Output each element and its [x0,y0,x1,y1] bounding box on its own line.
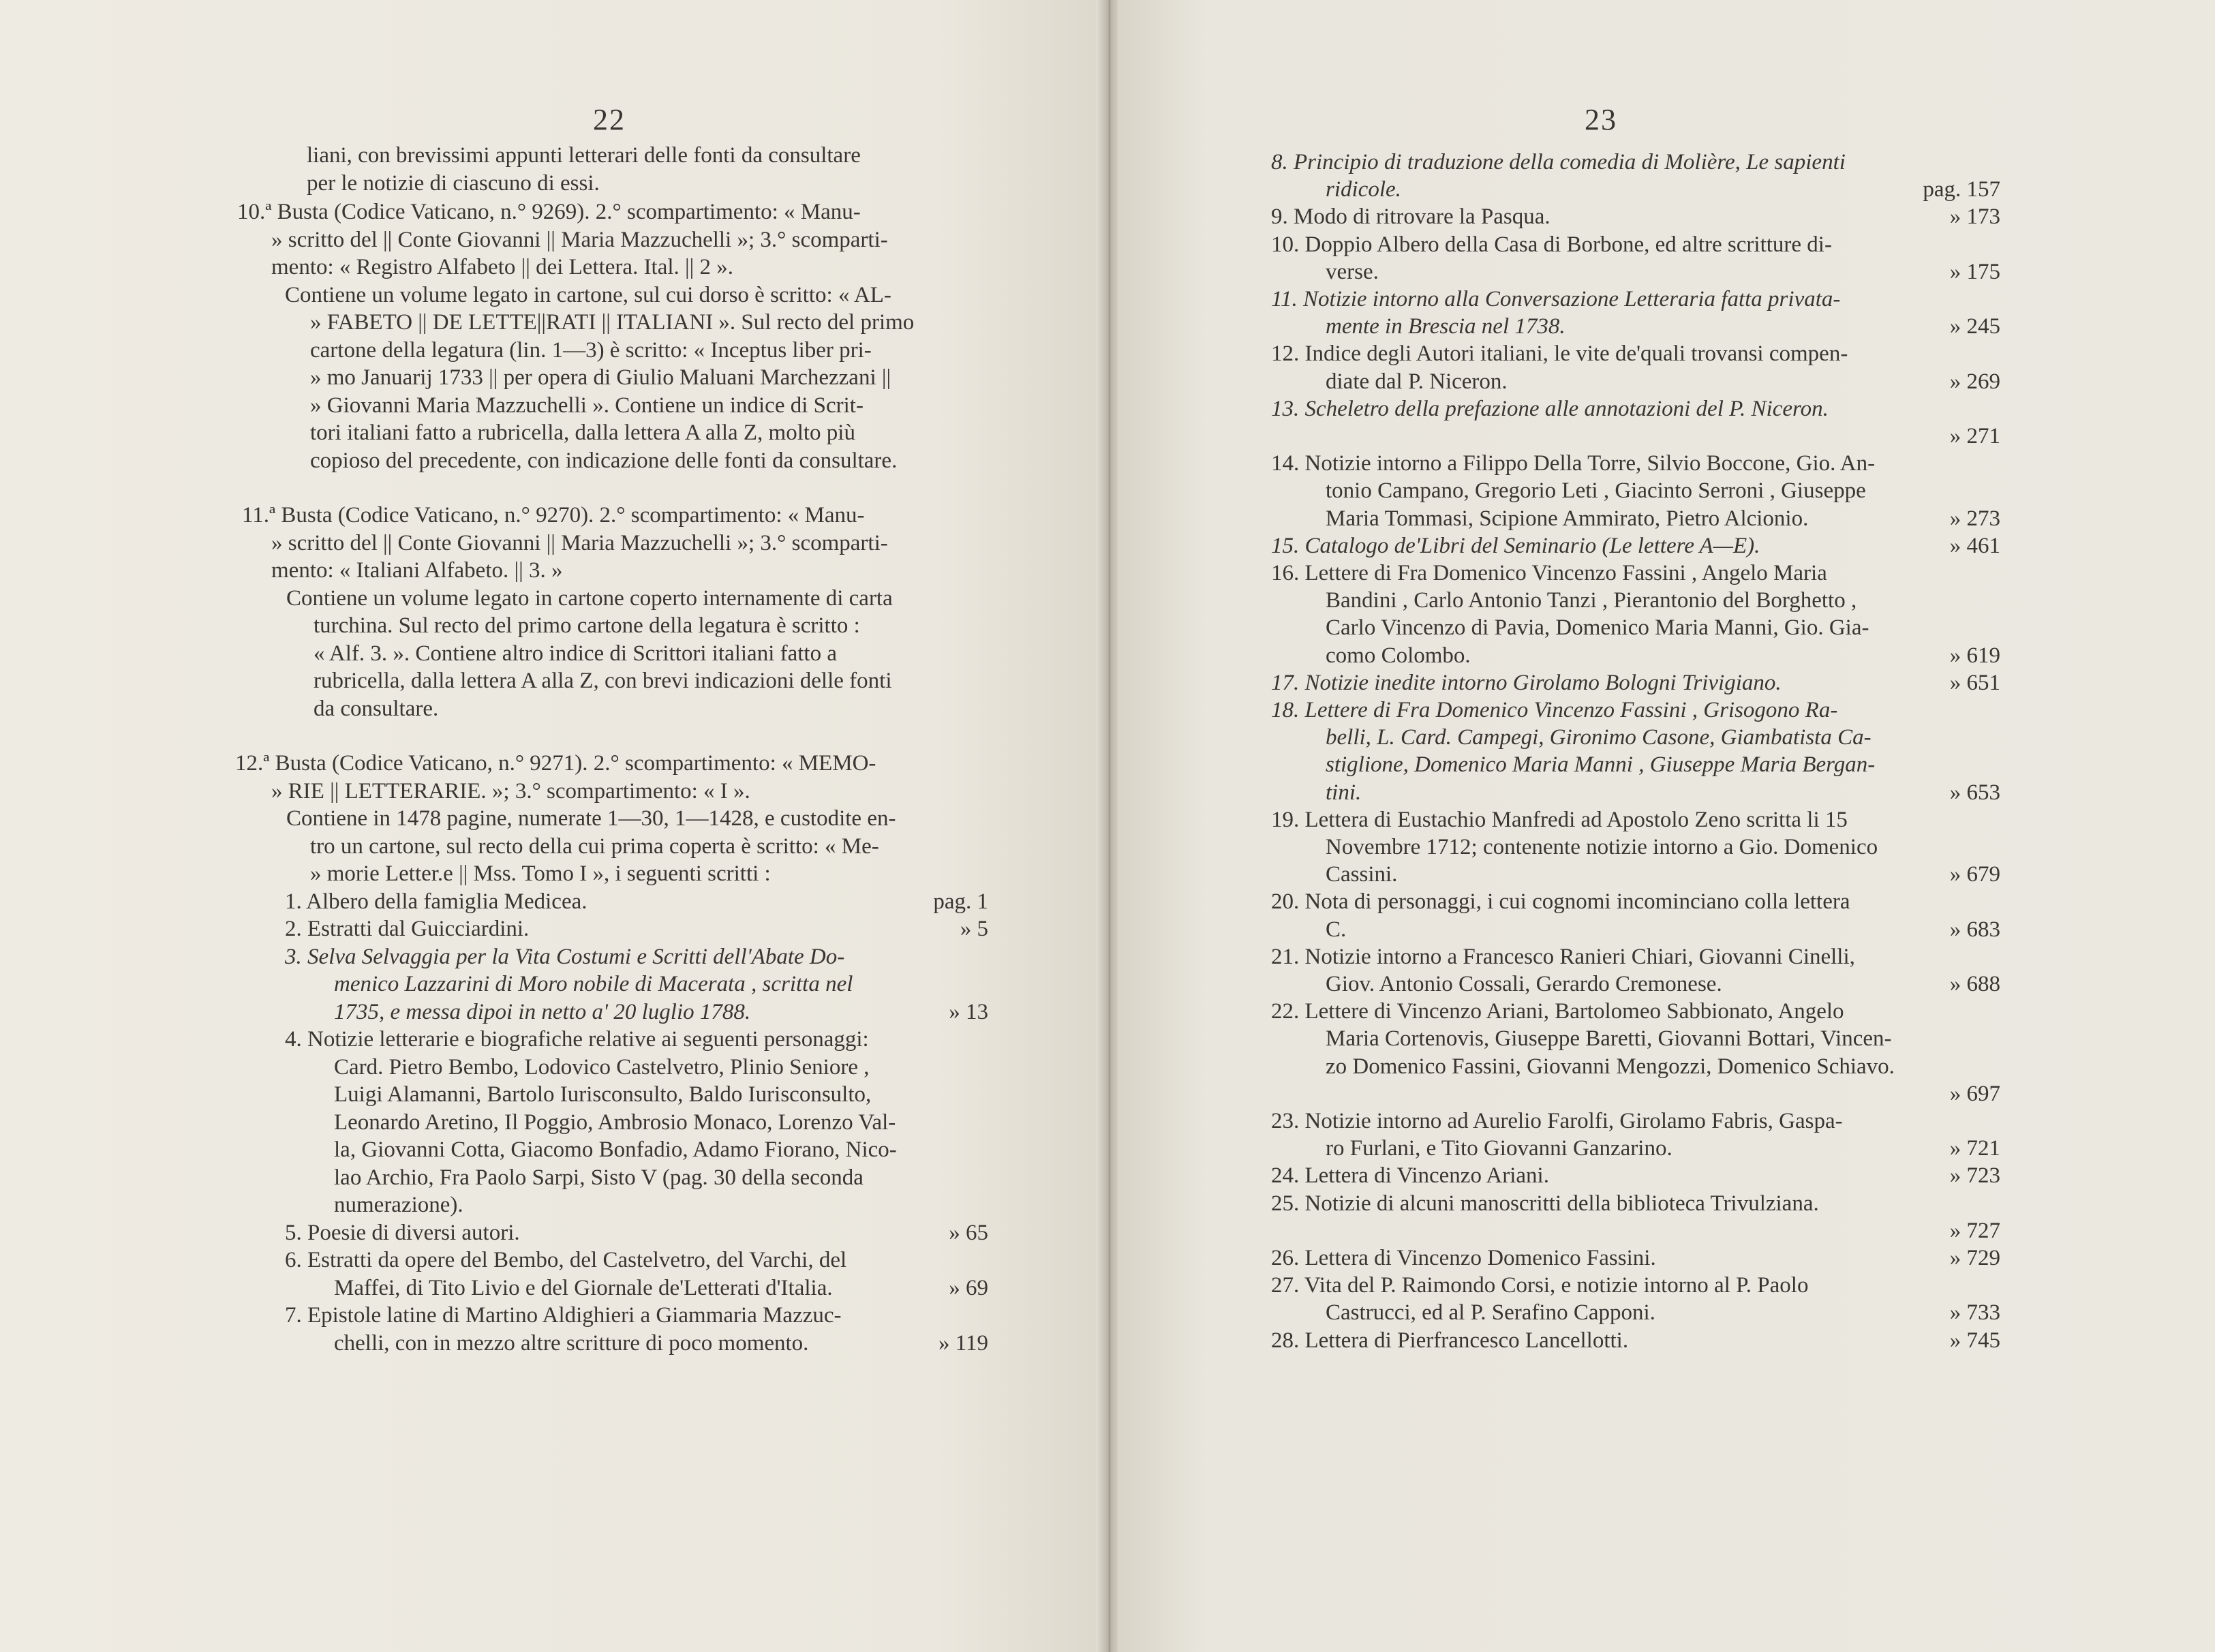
list-item-line: 5. Poesie di diversi autori. [285,1220,520,1245]
list-item-line: 15. Catalogo de'Libri del Seminario (Le lettere A—E). [1271,533,1760,558]
list-item-line: 24. Lettera di Vincenzo Ariani. [1271,1163,1549,1189]
list-item-line: numerazione). [334,1193,463,1217]
list-item-line: ridicole. [1326,177,1401,202]
list-item-line: Card. Pietro Bembo, Lodovico Castelvetro, Plinio Seniore , [334,1054,870,1080]
list-item-line: 12. Indice degli Autori italiani, le vite de'quali trovansi compen- [1271,341,1848,367]
entry-12-line: » morie Letter.e || Mss. Tomo I », i seguenti scritti : [310,861,771,886]
page-reference: » 745 [1949,1328,2000,1353]
list-item-line: diate dal P. Niceron. [1326,369,1508,394]
list-item-line: 19. Lettera di Eustachio Manfredi ad Apostolo Zeno scritta li 15 [1271,807,1848,832]
list-item-line: 22. Lettere di Vincenzo Ariani, Bartolomeo Sabbionato, Angelo [1271,999,1844,1024]
list-item-line: 13. Scheletro della prefazione alle annotazioni del P. Niceron. [1271,396,1829,421]
list-item-line: verse. [1326,259,1379,284]
list-item-line: Luigi Alamanni, Bartolo Iurisconsulto, Baldo Iurisconsulto, [334,1082,872,1107]
list-item-line: 6. Estratti da opere del Bembo, del Castelvetro, del Varchi, del [285,1248,847,1272]
entry-11-line: da consultare. [314,696,439,721]
entry-10-line: » Giovanni Maria Mazzuchelli ». Contiene un indice di Scrit- [310,393,864,418]
list-item-line: Giov. Antonio Cossali, Gerardo Cremonese. [1326,972,1722,996]
page-reference: » 619 [1949,643,2000,668]
entry-11-line: 11.ª Busta (Codice Vaticano, n.° 9270). 2.° scompartimento: « Manu- [242,503,865,527]
entry-10-line: » mo Januarij 1733 || per opera di Giulio Maluani Marchezzani || [310,365,891,390]
entry-11-line: turchina. Sul recto del primo cartone della legatura è scritto : [314,613,860,638]
page-reference: » 653 [1949,780,2000,805]
list-item-line: 1735, e messa dipoi in netto a' 20 luglio 1788. [334,999,751,1024]
left-page-number: 22 [593,103,626,136]
page-reference: pag. 1 [933,889,988,914]
list-item-line: 23. Notizie intorno ad Aurelio Farolfi, Girolamo Fabris, Gaspa- [1271,1109,1843,1133]
page-reference: » 269 [1949,369,2000,394]
list-item-line: 20. Nota di personaggi, i cui cognomi incominciano colla lettera [1271,889,1850,915]
entry-10-line: tori italiani fatto a rubricella, dalla lettera A alla Z, molto più [310,420,855,445]
left-page [0,0,1104,1652]
intro-line: liani, con brevissimi appunti letterari delle fonti da consultare [307,143,861,168]
entry-10-line: mento: « Registro Alfabeto || dei Lettera. Ital. || 2 ». [271,255,733,279]
entry-11-line: « Alf. 3. ». Contiene altro indice di Scrittori italiani fatto a [314,641,837,666]
list-item-line: belli, L. Card. Campegi, Gironimo Casone, Giambatista Ca- [1326,725,1872,750]
page-reference: » 727 [1949,1218,2000,1243]
page-reference: » 683 [1949,917,2000,942]
list-item-line: 26. Lettera di Vincenzo Domenico Fassini. [1271,1246,1656,1270]
list-item-line: 21. Notizie intorno a Francesco Ranieri Chiari, Giovanni Cinelli, [1271,944,1855,969]
page-reference: » 729 [1949,1246,2000,1270]
list-item-line: stiglione, Domenico Maria Manni , Giuseppe Maria Bergan- [1326,752,1876,778]
list-item-line: 18. Lettere di Fra Domenico Vincenzo Fassini , Grisogono Ra- [1271,698,1838,722]
list-item-line: mente in Brescia nel 1738. [1326,314,1565,339]
entry-12-line: tro un cartone, sul recto della cui prima coperta è scritto: « Me- [310,833,879,859]
right-page-number: 23 [1585,103,1617,136]
page-reference: » 688 [1949,972,2000,996]
page-reference: » 175 [1949,259,2000,284]
page-reference: » 65 [949,1220,988,1245]
list-item-line: Castrucci, ed al P. Serafino Capponi. [1326,1300,1655,1326]
entry-10-line: » scritto del || Conte Giovanni || Maria Mazzuchelli »; 3.° scomparti- [271,227,888,252]
page-reference: » 245 [1949,314,2000,339]
list-item-line: 27. Vita del P. Raimondo Corsi, e notizie intorno al P. Paolo [1271,1273,1809,1298]
list-item-line: 16. Lettere di Fra Domenico Vincenzo Fassini , Angelo Maria [1271,561,1827,585]
page-reference: » 679 [1949,862,2000,887]
page-reference: » 651 [1949,670,2000,695]
right-page [1118,0,2215,1652]
list-item-line: ro Furlani, e Tito Giovanni Ganzarino. [1326,1136,1672,1161]
page-reference: » 721 [1949,1136,2000,1161]
entry-10-line: Contiene un volume legato in cartone, sul cui dorso è scritto: « AL- [285,282,891,307]
page-reference: » 271 [1949,424,2000,448]
list-item-line: 7. Epistole latine di Martino Aldighieri a Giammaria Mazzuc- [285,1303,842,1328]
list-item-line: 2. Estratti dal Guicciardini. [285,917,530,941]
list-item-line: tini. [1326,780,1362,805]
entry-12-line: 12.ª Busta (Codice Vaticano, n.° 9271). 2.° scompartimento: « MEMO- [235,751,876,776]
entry-11-line: mento: « Italiani Alfabeto. || 3. » [271,558,563,583]
list-item-line: zo Domenico Fassini, Giovanni Mengozzi, Domenico Schiavo. [1326,1054,1895,1079]
page-reference: » 461 [1949,533,2000,558]
entry-11-line: Contiene un volume legato in cartone coperto internamente di carta [286,585,893,611]
intro-line: per le notizie di ciascuno di essi. [307,170,600,196]
list-item-line: tonio Campano, Gregorio Leti , Giacinto Serroni , Giuseppe [1326,478,1866,504]
list-item-line: Novembre 1712; contenente notizie intorno a Gio. Domenico [1326,835,1878,859]
list-item-line: 28. Lettera di Pierfrancesco Lancellotti. [1271,1328,1629,1353]
list-item-line: 14. Notizie intorno a Filippo Della Torre, Silvio Boccone, Gio. An- [1271,451,1876,476]
list-item-line: 17. Notizie inedite intorno Girolamo Bologni Trivigiano. [1271,670,1782,695]
list-item-line: Maria Cortenovis, Giuseppe Baretti, Giovanni Bottari, Vincen- [1326,1026,1892,1052]
list-item-line: 9. Modo di ritrovare la Pasqua. [1271,204,1550,230]
page-reference: » 733 [1949,1300,2000,1326]
list-item-line: 1. Albero della famiglia Medicea. [285,889,587,914]
list-item-line: 11. Notizie intorno alla Conversazione Letteraria fatta privata- [1271,287,1841,311]
list-item-line: Bandini , Carlo Antonio Tanzi , Pierantonio del Borghetto , [1326,588,1857,613]
list-item-line: lao Archio, Fra Paolo Sarpi, Sisto V (pag. 30 della seconda [334,1165,864,1190]
list-item-line: menico Lazzarini di Moro nobile di Macerata , scritta nel [334,972,853,996]
entry-11-line: » scritto del || Conte Giovanni || Maria Mazzuchelli »; 3.° scomparti- [271,530,888,555]
list-item-line: 3. Selva Selvaggia per la Vita Costumi e Scritti dell'Abate Do- [285,944,845,969]
list-item-line: Maria Tommasi, Scipione Ammirato, Pietro Alcionio. [1326,506,1809,531]
entry-10-line: copioso del precedente, con indicazione delle fonti da consultare. [310,448,898,473]
entry-10-line: cartone della legatura (lin. 1—3) è scritto: « Inceptus liber pri- [310,337,872,363]
page-reference: » 723 [1949,1163,2000,1189]
page-reference: » 119 [938,1330,988,1356]
list-item-line: 8. Principio di traduzione della comedia di Molière, Le sapienti [1271,150,1846,174]
page-reference: » 5 [960,917,988,941]
list-item-line: Leonardo Aretino, Il Poggio, Ambrosio Monaco, Lorenzo Val- [334,1110,896,1135]
entry-11-line: rubricella, dalla lettera A alla Z, con brevi indicazioni delle fonti [314,669,892,693]
list-item-line: C. [1326,917,1347,942]
list-item-line: chelli, con in mezzo altre scritture di poco momento. [334,1330,809,1356]
list-item-line: como Colombo. [1326,643,1471,668]
entry-10-line: 10.ª Busta (Codice Vaticano, n.° 9269). 2.° scompartimento: « Manu- [237,200,861,224]
list-item-line: la, Giovanni Cotta, Giacomo Bonfadio, Adamo Fiorano, Nico- [334,1137,897,1162]
page-reference: pag. 157 [1923,177,2000,202]
list-item-line: 4. Notizie letterarie e biografiche relative ai seguenti personaggi: [285,1027,869,1052]
entry-12-line: » RIE || LETTERARIE. »; 3.° scompartimento: « I ». [271,778,750,804]
page-reference: » 69 [949,1275,988,1300]
list-item-line: 25. Notizie di alcuni manoscritti della biblioteca Trivulziana. [1271,1191,1819,1216]
page-reference: » 273 [1949,506,2000,531]
entry-10-line: » FABETO || DE LETTE||RATI || ITALIANI ». Sul recto del primo [310,310,915,335]
list-item-line: Maffei, di Tito Livio e del Giornale de'Letterati d'Italia. [334,1275,833,1300]
page-reference: » 13 [949,999,988,1024]
list-item-line: Cassini. [1326,862,1398,887]
list-item-line: 10. Doppio Albero della Casa di Borbone, ed altre scritture di- [1271,232,1832,257]
page-reference: » 697 [1949,1081,2000,1106]
entry-12-line: Contiene in 1478 pagine, numerate 1—30, 1—1428, e custodite en- [286,806,896,831]
page-reference: » 173 [1949,204,2000,230]
list-item-line: Carlo Vincenzo di Pavia, Domenico Maria Manni, Gio. Gia- [1326,615,1869,641]
